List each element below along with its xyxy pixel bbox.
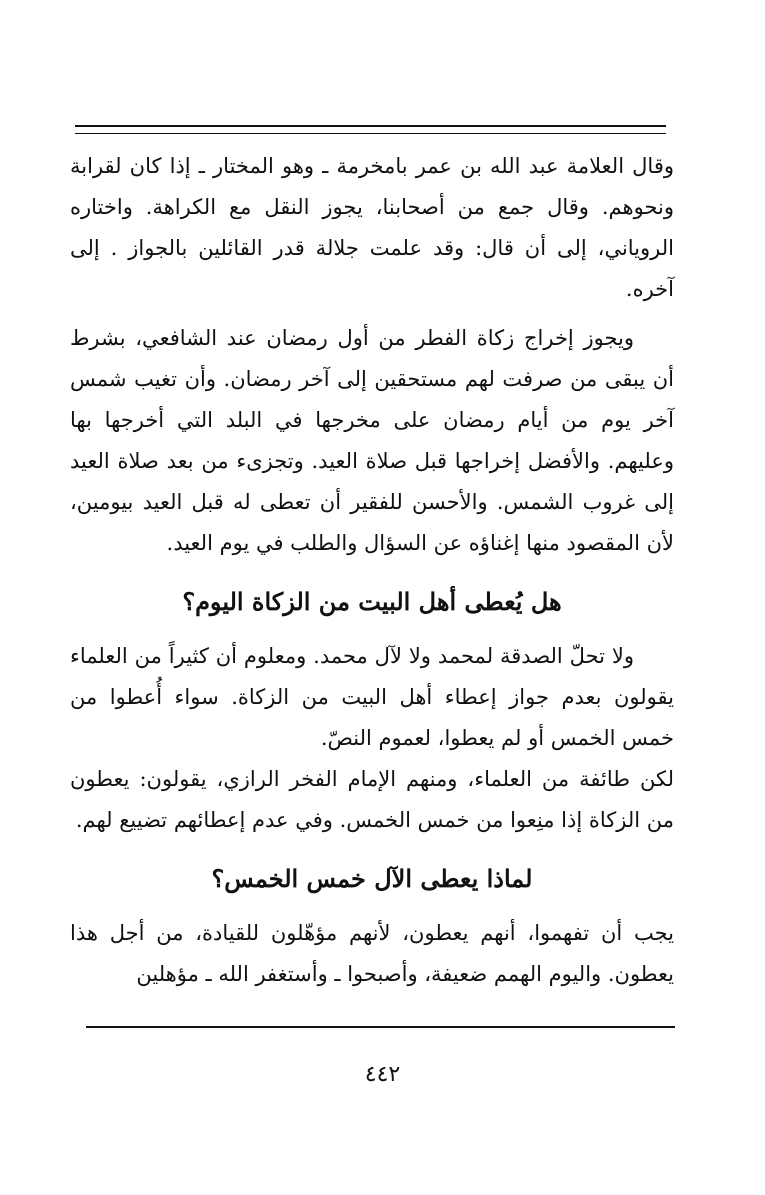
paragraph-zakat-fitr: ويجوز إخراج زكاة الفطر من أول رمضان عند الشافعي، بشرط أن يبقى من صرفت لهم مستحقين إلى آخر رمضان. وأن تغيب شمس آخر يوم من أيام رمضان على مخرجها في البلد التي أخرجها بها وعليهم. والأفضل إخراجها قبل صلاة العيد. وتجزىء من بعد صلاة العيد إلى غروب الشمس. والأحسن للفقير أن تعطى له قبل العيد بيومين، لأن المقصود منها إغناؤه عن السؤال والطلب في يوم العيد. — [70, 326, 675, 555]
section-heading-ahl-al-bayt: هل يُعطى أهل البيت من الزكاة اليوم؟ — [182, 587, 562, 616]
paragraph-sadaqa-prohibition: ولا تحلّ الصدقة لمحمد ولا لآل محمد. ومعلوم أن كثيراً من العلماء يقولون بعدم جواز إعطاء أهل البيت من الزكاة. سواء أُعطوا من خمس الخمس أو لم يعطوا، لعموم النصّ. — [70, 644, 674, 750]
section-heading-khums: لماذا يعطى الآل خمس الخمس؟ — [211, 864, 533, 893]
paragraph-razi-opinion: لكن طائفة من العلماء، ومنهم الإمام الفخر الرازي، يقولون: يعطون من الزكاة إذا منِعوا من خمس الخمس. وفي عدم إعطائهم تضييع لهم. — [70, 767, 674, 832]
header-rule-thin — [75, 133, 666, 134]
footer-rule — [86, 1026, 675, 1028]
paragraph-transfer-opinion: وقال العلامة عبد الله بن عمر بامخرمة ـ وهو المختار ـ إذا كان لقرابة ونحوهم. وقال جمع من أصحابنا، يجوز النقل مع الكراهة. واختاره الروياني، إلى أن قال: وقد علمت جلالة قدر القائلين بالجواز . إلى آخره. — [70, 154, 674, 301]
paragraph-leadership: يجب أن تفهموا، أنهم يعطون، لأنهم مؤهّلون للقيادة، من أجل هذا يعطون. واليوم الهمم ضعيفة، وأصبحوا ـ وأستغفر الله ـ مؤهلين — [70, 921, 674, 986]
page-body — [70, 146, 674, 995]
page-number: ٤٤٢ — [364, 1062, 401, 1087]
header-rule-thick — [75, 125, 666, 127]
